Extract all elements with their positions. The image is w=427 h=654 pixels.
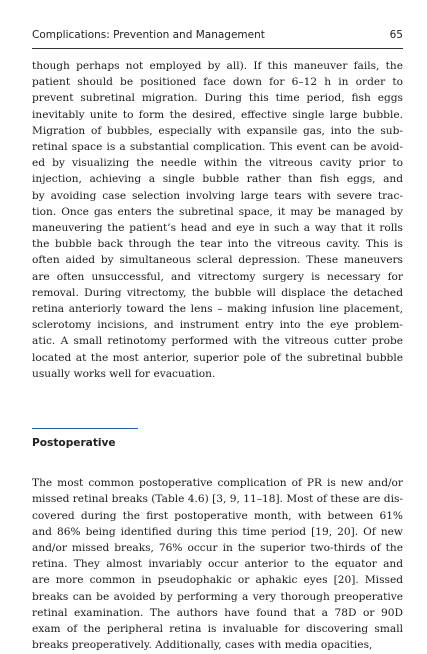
- text-line: breaks can be avoided by performing a very thorough preoperative: [32, 590, 403, 603]
- text-line: covered during the first postoperative month, with between 61%: [32, 509, 403, 522]
- text-line: removal. During vitrectomy, the bubble will displace the detached: [32, 286, 403, 299]
- running-header: [32, 29, 403, 41]
- header-rule: [32, 48, 403, 49]
- text-line: by avoiding case selection involving large tears with severe trac-: [32, 189, 403, 202]
- text-line: maneuvering the patient’s head and eye in such a way that it rolls: [32, 222, 403, 235]
- text-line: are more common in pseudophakic or aphakic eyes [20]. Missed: [32, 574, 403, 587]
- text-line: often aided by simultaneous scleral depression. These maneuvers: [32, 254, 403, 267]
- text-line: breaks preoperatively. Additionally, cases with media opacities,: [32, 639, 373, 652]
- text-line: retina anteriorly toward the lens – making infusion line placement,: [32, 303, 403, 316]
- text-line: and/or missed breaks, 76% occur in the superior two-thirds of the: [32, 542, 403, 555]
- section-title: Postoperative: [32, 437, 116, 450]
- page-number: 65: [389, 29, 403, 41]
- text-line: located at the most anterior, superior pole of the subretinal bubble: [32, 351, 403, 364]
- text-line: sclerotomy incisions, and instrument entry into the eye problem-: [32, 319, 403, 332]
- text-line: inevitably unite to form the desired, effective single large bubble.: [32, 108, 403, 121]
- text-line: though perhaps not employed by all). If this maneuver fails, the: [32, 60, 403, 72]
- text-line: patient should be positioned face down for 6–12 h in order to: [32, 76, 403, 89]
- running-title: Complications: Prevention and Management: [32, 29, 265, 41]
- paragraph-2: [32, 475, 403, 653]
- text-line: Migration of bubbles, especially with expansile gas, into the sub-: [32, 124, 403, 137]
- text-line: retinal space is a substantial complication. This event can be avoid-: [32, 141, 403, 154]
- text-line: missed retinal breaks (Table 4.6) [3, 9, 11–18]. Most of these are dis-: [32, 493, 403, 506]
- text-line: exam of the peripheral retina is invaluable for discovering small: [32, 623, 403, 636]
- page-body: [32, 58, 403, 654]
- paragraph-1: [32, 58, 403, 382]
- text-line: the bubble back through the tear into the vitreous cavity. This is: [32, 238, 403, 251]
- text-line: are often unsuccessful, and vitrectomy surgery is necessary for: [32, 270, 403, 283]
- text-line: usually works well for evacuation.: [32, 367, 216, 380]
- text-line: ed by visualizing the needle within the vitreous cavity prior to: [32, 157, 403, 170]
- text-line: and 86% being identified during this time period [19, 20]. Of new: [32, 525, 403, 538]
- text-line: retina. They almost invariably occur anterior to the equator and: [32, 558, 403, 571]
- text-line: prevent subretinal migration. During this time period, fish eggs: [32, 92, 403, 105]
- text-line: injection, achieving a single bubble rather than fish eggs, and: [32, 173, 403, 186]
- text-line: atic. A small retinotomy performed with the vitreous cutter probe: [32, 335, 403, 348]
- section-rule: [32, 428, 138, 429]
- text-line: The most common postoperative complication of PR is new and/or: [32, 477, 403, 490]
- text-line: retinal examination. The authors have found that a 78D or 90D: [32, 606, 403, 619]
- text-line: tion. Once gas enters the subretinal space, it may be managed by: [32, 205, 403, 218]
